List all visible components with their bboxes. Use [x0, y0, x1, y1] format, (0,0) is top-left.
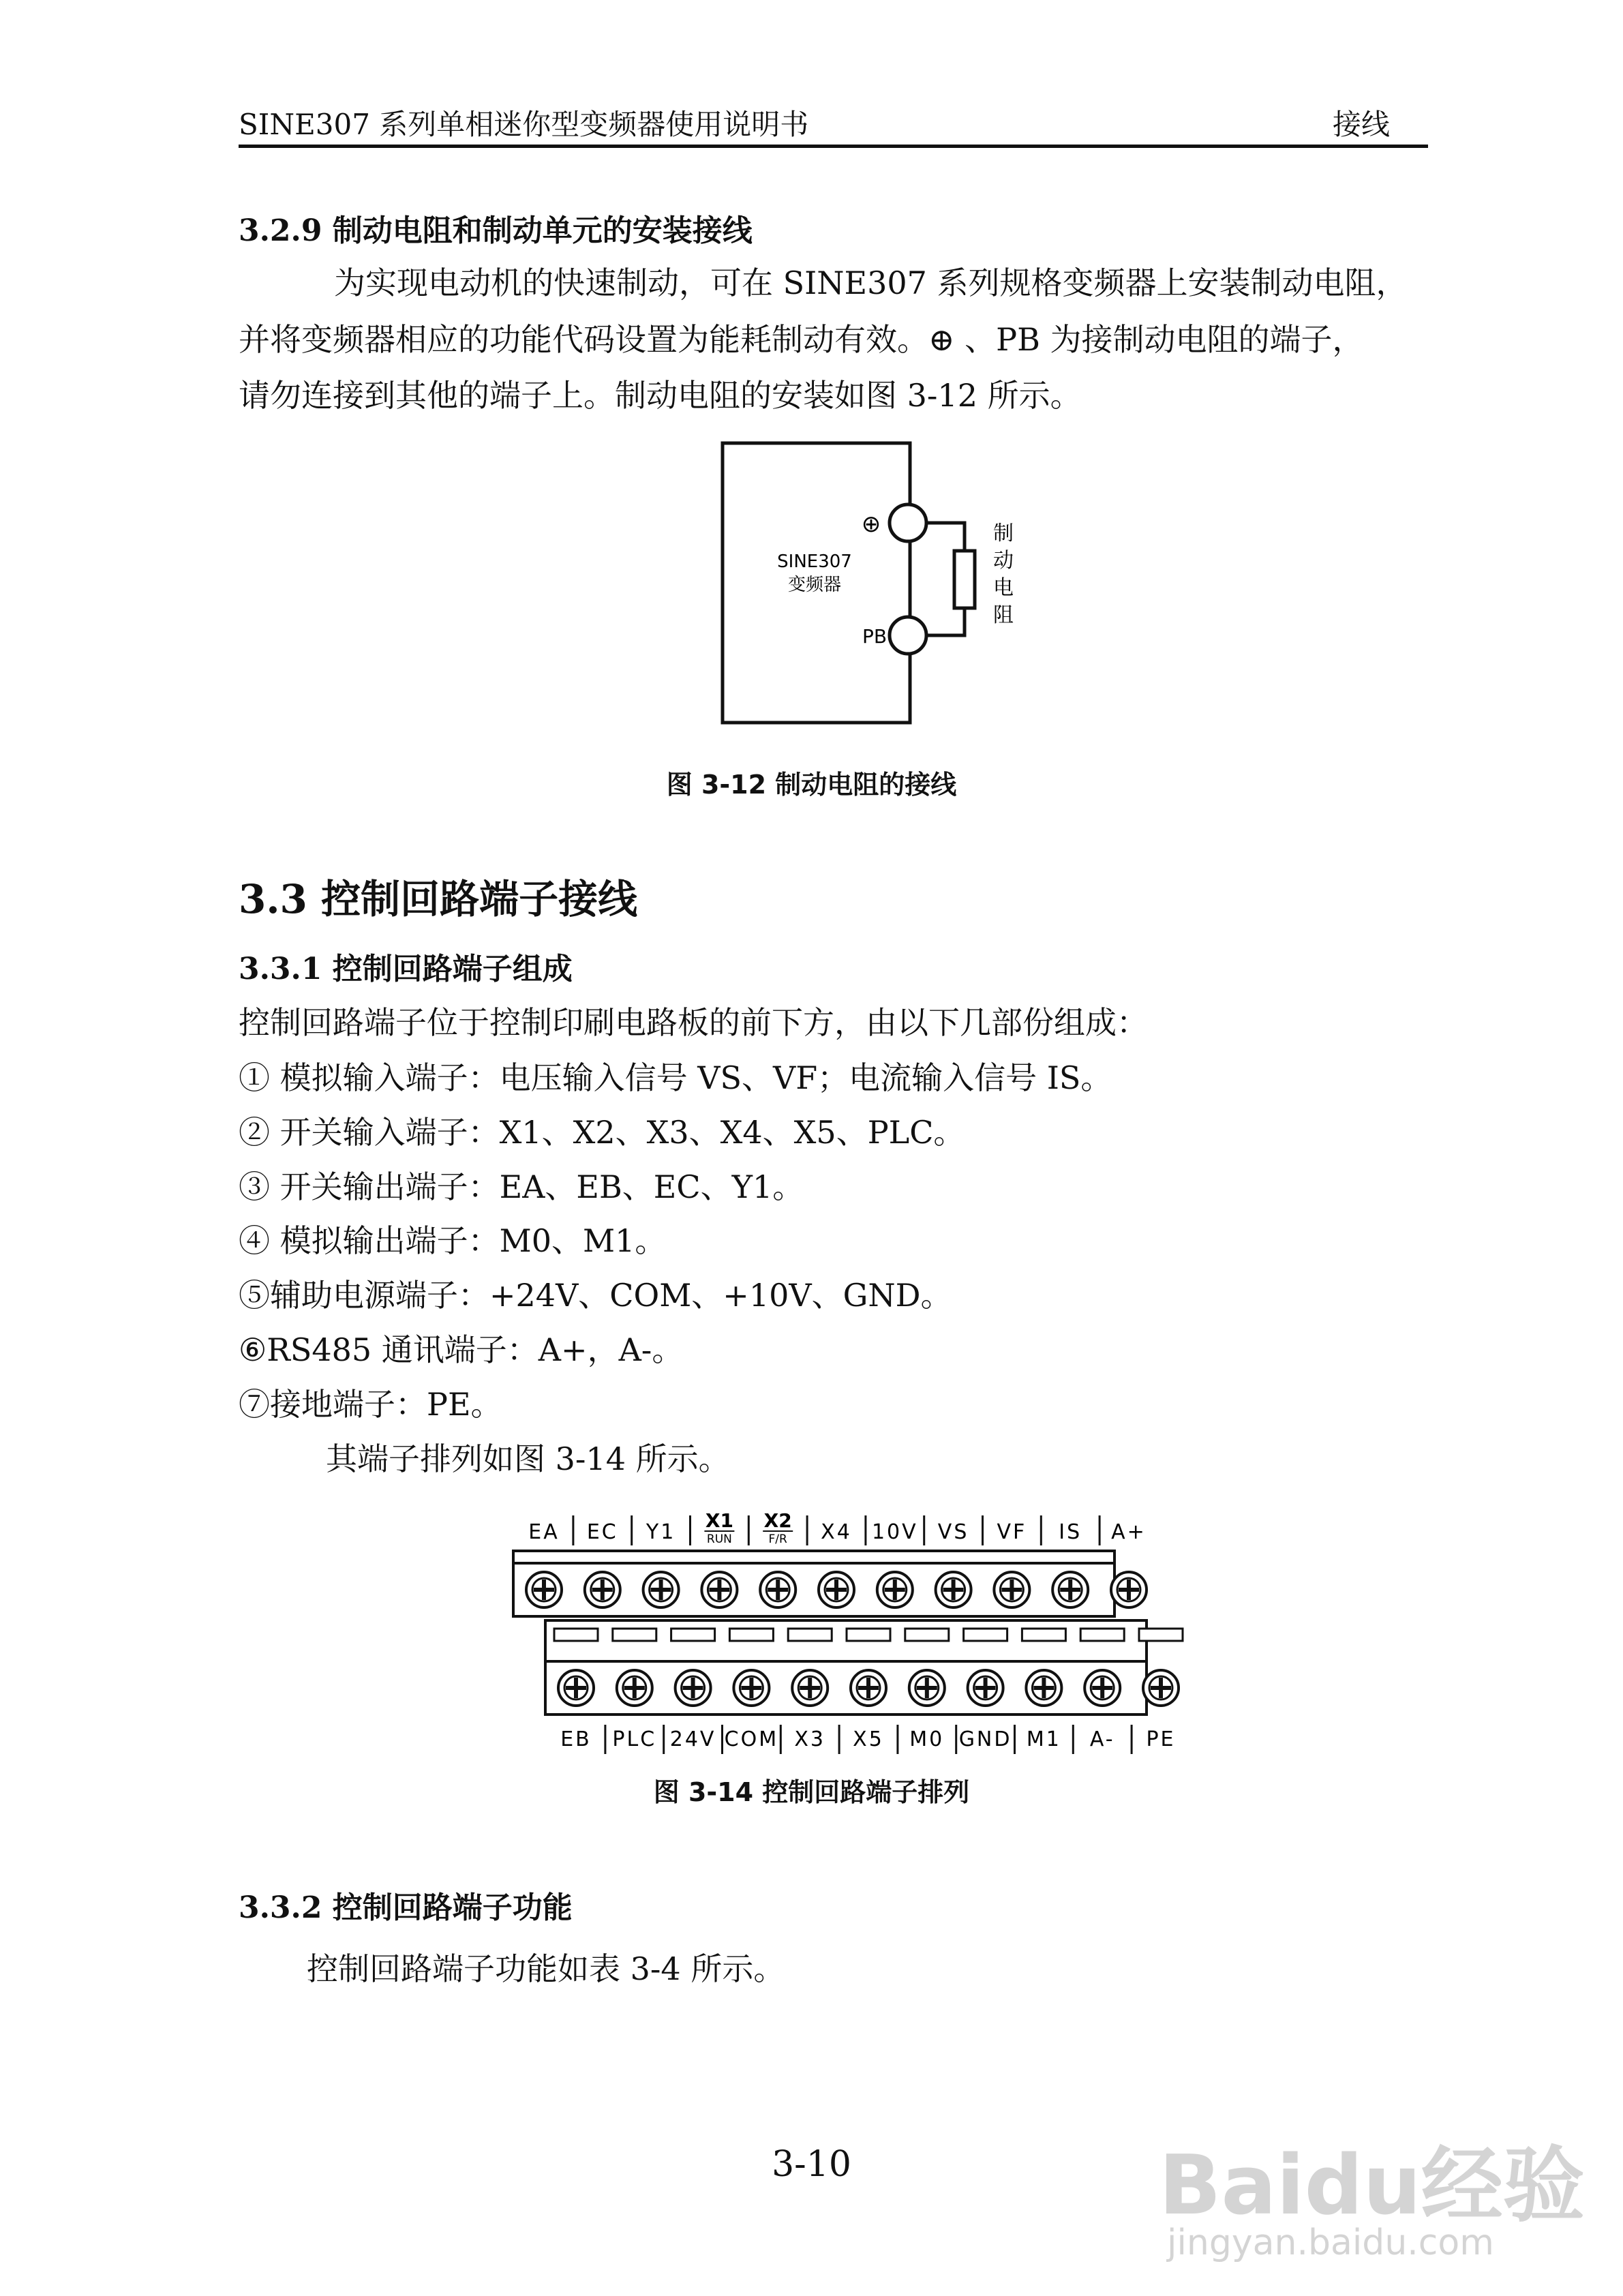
paragraph-line: 并将变频器相应的功能代码设置为能耗制动有效。⊕ 、PB 为接制动电阻的端子， — [239, 321, 1364, 358]
plus-terminal — [890, 504, 926, 541]
list-item: ⑤辅助电源端子：+24V、COM、+10V、GND。 — [239, 1277, 952, 1314]
bottom-terminal-label: M0 — [909, 1727, 945, 1751]
screw-slot — [574, 1678, 578, 1698]
list-item: ⑥RS485 通讯端子：A+，A-。 — [239, 1331, 684, 1368]
intro-text: 控制回路端子位于控制印刷电路板的前下方，由以下几部份组成： — [239, 1004, 1148, 1041]
top-terminal-label: X1 — [705, 1509, 733, 1532]
section-3-3-1-heading: 3.3.1 控制回路端子组成 — [239, 952, 573, 986]
resistor-char: 动 — [993, 549, 1014, 573]
terminal-slot — [1022, 1629, 1065, 1641]
screw-slot — [925, 1678, 929, 1698]
top-terminal-sublabel: RUN — [706, 1532, 732, 1546]
list-item: ④ 模拟输出端子：M0、M1。 — [239, 1222, 667, 1259]
top-terminal-label: VS — [937, 1520, 969, 1544]
screw-slot — [749, 1678, 753, 1698]
paragraph-line: 为实现电动机的快速制动，可在 SINE307 系列规格变频器上安装制动电阻， — [334, 265, 1408, 301]
screw-slot — [601, 1580, 605, 1600]
screw-slot — [866, 1678, 870, 1698]
top-terminal-label: EC — [586, 1520, 618, 1544]
plus-symbol-label: ⊕ — [861, 511, 881, 538]
terminal-slot — [788, 1629, 832, 1641]
screw-slot — [984, 1678, 988, 1698]
screw-slot — [893, 1580, 897, 1600]
top-terminal-label: X4 — [821, 1520, 852, 1544]
paragraph-line: 请勿连接到其他的端子上。制动电阻的安装如图 3-12 所示。 — [239, 377, 1082, 414]
screw-slot — [633, 1678, 637, 1698]
figure-3-12-caption: 图 3-12 制动电阻的接线 — [666, 770, 957, 800]
screw-slot — [1042, 1678, 1046, 1698]
resistor-char: 制 — [993, 522, 1014, 545]
list-item: ⑦接地端子：PE。 — [239, 1386, 502, 1423]
device-type: 变频器 — [787, 575, 842, 595]
screw-slot — [808, 1678, 812, 1698]
bottom-terminal-label: COM — [724, 1727, 779, 1751]
screw-slot — [542, 1580, 546, 1600]
watermark-brand: Baidu经验 — [1159, 2139, 1585, 2233]
top-terminal-label: VF — [997, 1520, 1027, 1544]
terminal-slot — [905, 1629, 949, 1641]
list-item: ③ 开关输出端子：EA、EB、EC、Y1。 — [239, 1168, 804, 1205]
running-header-title: SINE307 系列单相迷你型变频器使用说明书 — [239, 108, 809, 141]
screw-slot — [1100, 1678, 1104, 1698]
screw-slot — [691, 1678, 695, 1698]
resistor-char: 电 — [993, 576, 1014, 600]
page-number: 3-10 — [772, 2144, 851, 2185]
resistor-symbol — [954, 551, 975, 608]
terminal-slot — [613, 1629, 656, 1641]
running-header-section: 接线 — [1333, 108, 1391, 141]
top-terminal-label: 10V — [871, 1520, 918, 1544]
bottom-terminal-label: GND — [958, 1727, 1012, 1751]
bottom-terminal-label: M1 — [1026, 1727, 1061, 1751]
screw-slot — [1068, 1580, 1072, 1600]
top-terminal-row — [513, 1551, 1147, 1616]
braking-resistor-diagram — [709, 436, 1036, 736]
header-rule — [239, 145, 1428, 148]
bottom-terminal-label: A- — [1089, 1727, 1115, 1751]
top-terminal-label: A+ — [1111, 1520, 1147, 1544]
top-terminal-label: EA — [528, 1520, 560, 1544]
screw-slot — [776, 1580, 780, 1600]
terminal-block-diagram — [504, 1503, 1227, 1762]
list-item: ① 模拟输入端子：电压输入信号 VS、VF；电流输入信号 IS。 — [239, 1059, 1112, 1096]
section-3-2-9-heading: 3.2.9 制动电阻和制动单元的安装接线 — [239, 213, 753, 248]
section-3-3-2-heading: 3.3.2 控制回路端子功能 — [239, 1890, 573, 1925]
top-terminal-label: Y1 — [646, 1520, 676, 1544]
screw-slot — [717, 1580, 721, 1600]
pb-terminal — [890, 617, 926, 654]
arrangement-text: 其端子排列如图 3-14 所示。 — [326, 1440, 730, 1477]
bottom-terminal-label: X5 — [853, 1727, 884, 1751]
figure-3-14-caption: 图 3-14 控制回路端子排列 — [653, 1777, 970, 1807]
watermark-url: jingyan.baidu.com — [1167, 2222, 1494, 2263]
resistor-char: 阻 — [993, 603, 1014, 627]
screw-slot — [1159, 1678, 1163, 1698]
device-name: SINE307 — [777, 552, 852, 572]
top-terminal-sublabel: F/R — [768, 1532, 787, 1546]
terminal-slot — [847, 1629, 890, 1641]
bottom-terminal-label: 24V — [669, 1727, 716, 1751]
screw-slot — [1010, 1580, 1014, 1600]
terminal-slot — [554, 1629, 598, 1641]
section-3-3-heading: 3.3 控制回路端子接线 — [239, 876, 638, 922]
top-terminal-label: X2 — [763, 1509, 792, 1532]
bottom-terminal-label: PE — [1146, 1727, 1176, 1751]
screw-slot — [659, 1580, 663, 1600]
bottom-terminal-label: PLC — [612, 1727, 657, 1751]
terminal-slot — [1139, 1629, 1183, 1641]
wire-bottom — [926, 608, 965, 635]
list-item: ② 开关输入端子：X1、X2、X3、X4、X5、PLC。 — [239, 1114, 965, 1151]
top-terminal-label: IS — [1059, 1520, 1082, 1544]
pb-label: PB — [862, 625, 888, 648]
screw-slot — [952, 1580, 956, 1600]
terminal-slot — [671, 1629, 715, 1641]
terminal-slot — [964, 1629, 1007, 1641]
screw-slot — [1127, 1580, 1131, 1600]
bottom-terminal-label: EB — [560, 1727, 592, 1751]
bottom-terminal-row — [545, 1620, 1183, 1715]
terminal-slot — [1080, 1629, 1124, 1641]
wire-top — [926, 523, 965, 551]
function-table-reference: 控制回路端子功能如表 3-4 所示。 — [307, 1950, 785, 1987]
terminal-slot — [729, 1629, 773, 1641]
screw-slot — [834, 1580, 838, 1600]
bottom-terminal-label: X3 — [794, 1727, 826, 1751]
